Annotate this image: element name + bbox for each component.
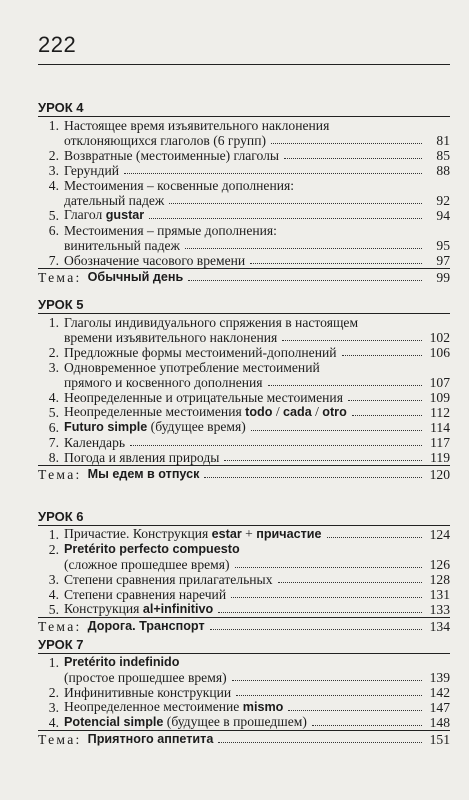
toc-entry[interactable] — [38, 450, 450, 465]
entry-text: Степени сравнения наречий — [64, 587, 227, 602]
lesson-block — [38, 637, 450, 747]
entry-text: отклоняющихся глаголов (6 групп) — [64, 133, 267, 148]
toc-entry[interactable] — [38, 178, 450, 193]
dot-leader — [268, 385, 422, 386]
entry-text: времени изъявительного наклонения — [64, 330, 278, 345]
entry-page: 102 — [429, 330, 450, 345]
toc-entry[interactable] — [38, 587, 450, 602]
entry-number: 1. — [48, 315, 59, 330]
lesson-block — [38, 100, 450, 285]
dot-leader — [188, 280, 422, 281]
entry-text: Неопределенное местоимение mismo — [64, 699, 284, 714]
toc-entry[interactable] — [38, 253, 450, 268]
entry-text: (простое прошедшее время) — [64, 670, 227, 685]
entry-page: 109 — [429, 390, 450, 405]
header-rule — [38, 64, 450, 65]
entry-text: Настоящее время изъявительного наклонения — [64, 118, 330, 133]
entry-text: Инфинитивные конструкции — [64, 685, 232, 700]
entry-number: 5. — [48, 405, 59, 420]
dot-leader — [224, 460, 422, 461]
dot-leader — [124, 173, 422, 174]
dot-leader — [232, 680, 422, 681]
toc-entry[interactable] — [38, 542, 450, 557]
dot-leader — [282, 340, 422, 341]
entry-number: 3. — [48, 163, 59, 178]
theme-label: Тема: — [38, 732, 82, 747]
theme-entry[interactable] — [38, 619, 450, 634]
entry-text: Возвратные (местоименные) глаголы — [64, 148, 280, 163]
entry-page: 88 — [436, 163, 450, 178]
lesson-entries — [38, 653, 450, 731]
theme-page: 99 — [436, 270, 450, 285]
entry-page: 124 — [429, 527, 450, 542]
entry-number: 2. — [48, 345, 59, 360]
dot-leader — [271, 143, 422, 144]
entry-page: 97 — [436, 253, 450, 268]
entry-text: Причастие. Конструкция estar + причастие — [64, 526, 322, 541]
entry-page: 81 — [436, 133, 450, 148]
theme-label: Тема: — [38, 270, 82, 285]
entry-text: Futuro simple (будущее время) — [64, 419, 246, 434]
dot-leader — [288, 710, 422, 711]
entry-text: Глагол gustar — [64, 207, 145, 222]
dot-leader — [149, 218, 422, 219]
entry-page: 112 — [430, 405, 450, 420]
entry-text: Степени сравнения прилагательных — [64, 572, 273, 587]
dot-leader — [250, 263, 422, 264]
dot-leader — [284, 158, 422, 159]
entry-number: 2. — [48, 542, 59, 557]
entry-text: (сложное прошедшее время) — [64, 557, 230, 572]
toc-entry[interactable] — [38, 375, 450, 390]
entry-text: Глаголы индивидуального спряжения в настоящем — [64, 315, 359, 330]
toc-entry[interactable] — [38, 330, 450, 345]
dot-leader — [204, 477, 422, 478]
page-number: 222 — [38, 32, 77, 57]
lesson-title: УРОК 5 — [38, 297, 84, 312]
dot-leader — [185, 248, 422, 249]
theme-label: Тема: — [38, 619, 82, 634]
theme-entry[interactable] — [38, 732, 450, 747]
toc-entry[interactable] — [38, 655, 450, 670]
theme-title: Мы едем в отпуск — [87, 467, 200, 481]
theme-title: Обычный день — [87, 270, 184, 284]
toc-entry[interactable] — [38, 572, 450, 587]
entry-page: 147 — [429, 700, 450, 715]
entry-page: 139 — [429, 670, 450, 685]
entry-text: винительный падеж — [64, 238, 180, 253]
entry-text: Pretérito indefinido — [64, 655, 180, 669]
entry-number: 5. — [48, 602, 59, 617]
theme-entry[interactable] — [38, 467, 450, 482]
lesson-block — [38, 297, 450, 482]
entry-number: 4. — [48, 715, 59, 730]
lesson-title: УРОК 4 — [38, 100, 84, 115]
entry-text: Pretérito perfecto compuesto — [64, 542, 240, 556]
entry-text: Местоимения – косвенные дополнения: — [64, 178, 295, 193]
entry-text: Погода и явления природы — [64, 450, 220, 465]
toc-entry[interactable] — [38, 405, 450, 420]
entry-number: 1. — [48, 655, 59, 670]
entry-number: 7. — [48, 253, 59, 268]
dot-leader — [210, 629, 422, 630]
dot-leader — [169, 203, 422, 204]
lesson-entries — [38, 525, 450, 618]
entry-number: 6. — [48, 223, 59, 238]
entry-text: Неопределенные и отрицательные местоимения — [64, 390, 343, 405]
toc-entry[interactable] — [38, 148, 450, 163]
entry-page: 114 — [430, 420, 450, 435]
entry-number: 4. — [48, 587, 59, 602]
entry-text: Potencial simple (будущее в прошедшем) — [64, 714, 307, 729]
entry-page: 148 — [429, 715, 450, 730]
toc-entry[interactable] — [38, 670, 450, 685]
toc-entry[interactable] — [38, 315, 450, 330]
entry-page: 92 — [436, 193, 450, 208]
toc-entry[interactable] — [38, 420, 450, 435]
entry-number: 6. — [48, 420, 59, 435]
entry-page: 142 — [429, 685, 450, 700]
theme-page: 134 — [429, 619, 450, 634]
dot-leader — [130, 445, 422, 446]
theme-page: 151 — [429, 732, 450, 747]
dot-leader — [236, 695, 422, 696]
toc-entry[interactable] — [38, 223, 450, 238]
dot-leader — [312, 725, 422, 726]
theme-label: Тема: — [38, 467, 82, 482]
dot-leader — [235, 567, 422, 568]
dot-leader — [218, 742, 422, 743]
toc-entry[interactable] — [38, 360, 450, 375]
entry-page: 119 — [430, 450, 450, 465]
entry-text: Местоимения – прямые дополнения: — [64, 223, 277, 238]
entry-page: 126 — [429, 557, 450, 572]
toc-entry[interactable] — [38, 557, 450, 572]
entry-page: 117 — [430, 435, 450, 450]
lesson-block — [38, 509, 450, 634]
entry-number: 3. — [48, 360, 59, 375]
entry-page: 107 — [429, 375, 450, 390]
entry-number: 2. — [48, 685, 59, 700]
dot-leader — [218, 612, 422, 613]
dot-leader — [327, 537, 422, 538]
entry-page: 131 — [429, 587, 450, 602]
entry-text: Неопределенные местоимения todo / cada / otro — [64, 404, 347, 419]
toc-entry[interactable] — [38, 527, 450, 542]
toc-entry[interactable] — [38, 715, 450, 730]
entry-text: дательный падеж — [64, 193, 165, 208]
entry-text: Календарь — [64, 435, 126, 450]
dot-leader — [352, 415, 422, 416]
toc-entry[interactable] — [38, 700, 450, 715]
lesson-entries — [38, 313, 450, 466]
dot-leader — [231, 597, 422, 598]
toc-entry[interactable] — [38, 208, 450, 223]
theme-page: 120 — [429, 467, 450, 482]
entry-number: 4. — [48, 178, 59, 193]
entry-text: Обозначение часового времени — [64, 253, 246, 268]
entry-number: 5. — [48, 208, 59, 223]
toc-entry[interactable] — [38, 238, 450, 253]
entry-page: 106 — [429, 345, 450, 360]
entry-number: 3. — [48, 572, 59, 587]
toc-entry[interactable] — [38, 602, 450, 617]
entry-text: Герундий — [64, 163, 120, 178]
entry-number: 1. — [48, 118, 59, 133]
entry-page: 95 — [436, 238, 450, 253]
entry-number: 2. — [48, 148, 59, 163]
lesson-title: УРОК 7 — [38, 637, 84, 652]
entry-number: 1. — [48, 527, 59, 542]
entry-text: прямого и косвенного дополнения — [64, 375, 263, 390]
dot-leader — [251, 430, 422, 431]
entry-text: Предложные формы местоимений-дополнений — [64, 345, 337, 360]
toc-entry[interactable] — [38, 435, 450, 450]
lesson-entries — [38, 116, 450, 269]
entry-text: Одновременное употребление местоимений — [64, 360, 320, 375]
entry-number: 7. — [48, 435, 59, 450]
toc-entry[interactable] — [38, 118, 450, 133]
toc-entry[interactable] — [38, 133, 450, 148]
toc-entry[interactable] — [38, 163, 450, 178]
entry-page: 85 — [436, 148, 450, 163]
entry-page: 133 — [429, 602, 450, 617]
dot-leader — [348, 400, 422, 401]
theme-title: Приятного аппетита — [87, 732, 214, 746]
toc-entry[interactable] — [38, 390, 450, 405]
theme-title: Дорога. Транспорт — [87, 619, 205, 633]
entry-number: 4. — [48, 390, 59, 405]
theme-entry[interactable] — [38, 270, 450, 285]
dot-leader — [342, 355, 422, 356]
toc-entry[interactable] — [38, 345, 450, 360]
entry-page: 128 — [429, 572, 450, 587]
entry-page: 94 — [436, 208, 450, 223]
entry-text: Конструкция al+infinitivo — [64, 601, 214, 616]
lesson-title: УРОК 6 — [38, 509, 84, 524]
entry-number: 3. — [48, 700, 59, 715]
toc-entry[interactable] — [38, 685, 450, 700]
toc-entry[interactable] — [38, 193, 450, 208]
dot-leader — [278, 582, 423, 583]
entry-number: 8. — [48, 450, 59, 465]
